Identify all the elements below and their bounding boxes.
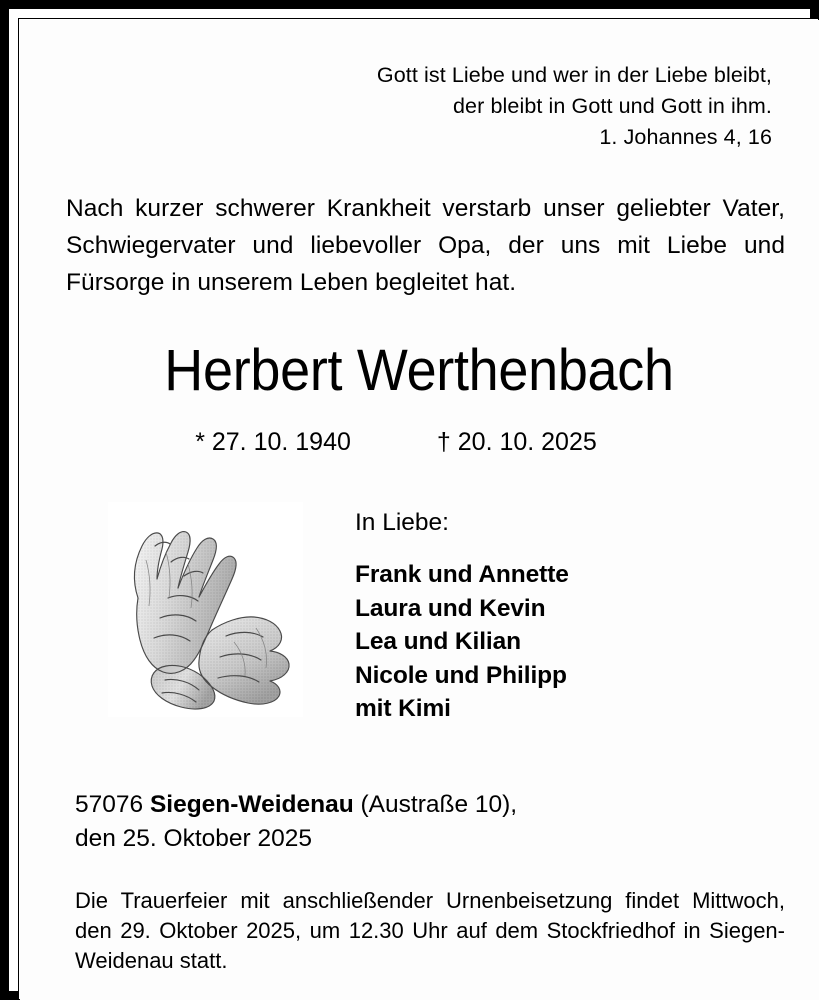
intro-paragraph: Nach kurzer schwerer Krankheit verstarb unser geliebter Vater, Schwiegervater und liebevoller Opa, der uns mit Liebe und Fürsorge in unserem Leben begleitet hat. bbox=[66, 195, 785, 296]
mourner-name: Lea und Kilian bbox=[355, 628, 522, 655]
life-dates bbox=[66, 425, 726, 459]
address-city-line bbox=[75, 788, 775, 822]
quote-line-1: Gott ist Liebe und wer in der Liebe bleibt, bbox=[376, 63, 772, 87]
mourner-name: Laura und Kevin bbox=[355, 594, 546, 622]
mourner-name: Nicole und Philipp bbox=[355, 661, 567, 689]
quote-reference: 1. Johannes 4, 16 bbox=[599, 125, 772, 149]
street-name: (Austraße 10), bbox=[353, 791, 518, 818]
mourner-name: Frank und Annette bbox=[355, 561, 569, 588]
service-details: Die Trauerfeier mit anschließender Urnenbeisetzung findet Mittwoch, den 29. Oktober 2025, um 12.30 Uhr auf dem Stockfriedhof in Siegen-Weidenau statt. bbox=[75, 888, 785, 973]
quote-line-2: der bleibt in Gott und Gott in ihm. bbox=[453, 94, 772, 118]
birth-date: * 27. 10. 1940 bbox=[195, 428, 351, 456]
scripture-quote bbox=[66, 60, 772, 153]
praying-hands-icon bbox=[108, 502, 303, 717]
address-block bbox=[75, 788, 775, 856]
mourners-lead: In Liebe: bbox=[355, 509, 449, 536]
mourner-name: mit Kimi bbox=[355, 695, 451, 722]
obituary-inner-border bbox=[18, 18, 819, 1000]
obituary-page bbox=[20, 20, 819, 1000]
postal-code: 57076 bbox=[75, 791, 150, 818]
deceased-name: Herbert Werthenbach bbox=[164, 338, 674, 403]
death-date: † 20. 10. 2025 bbox=[436, 428, 597, 456]
address-date-line: den 25. Oktober 2025 bbox=[75, 825, 313, 852]
city-name: Siegen-Weidenau bbox=[149, 791, 354, 818]
mourners-block bbox=[355, 507, 735, 726]
